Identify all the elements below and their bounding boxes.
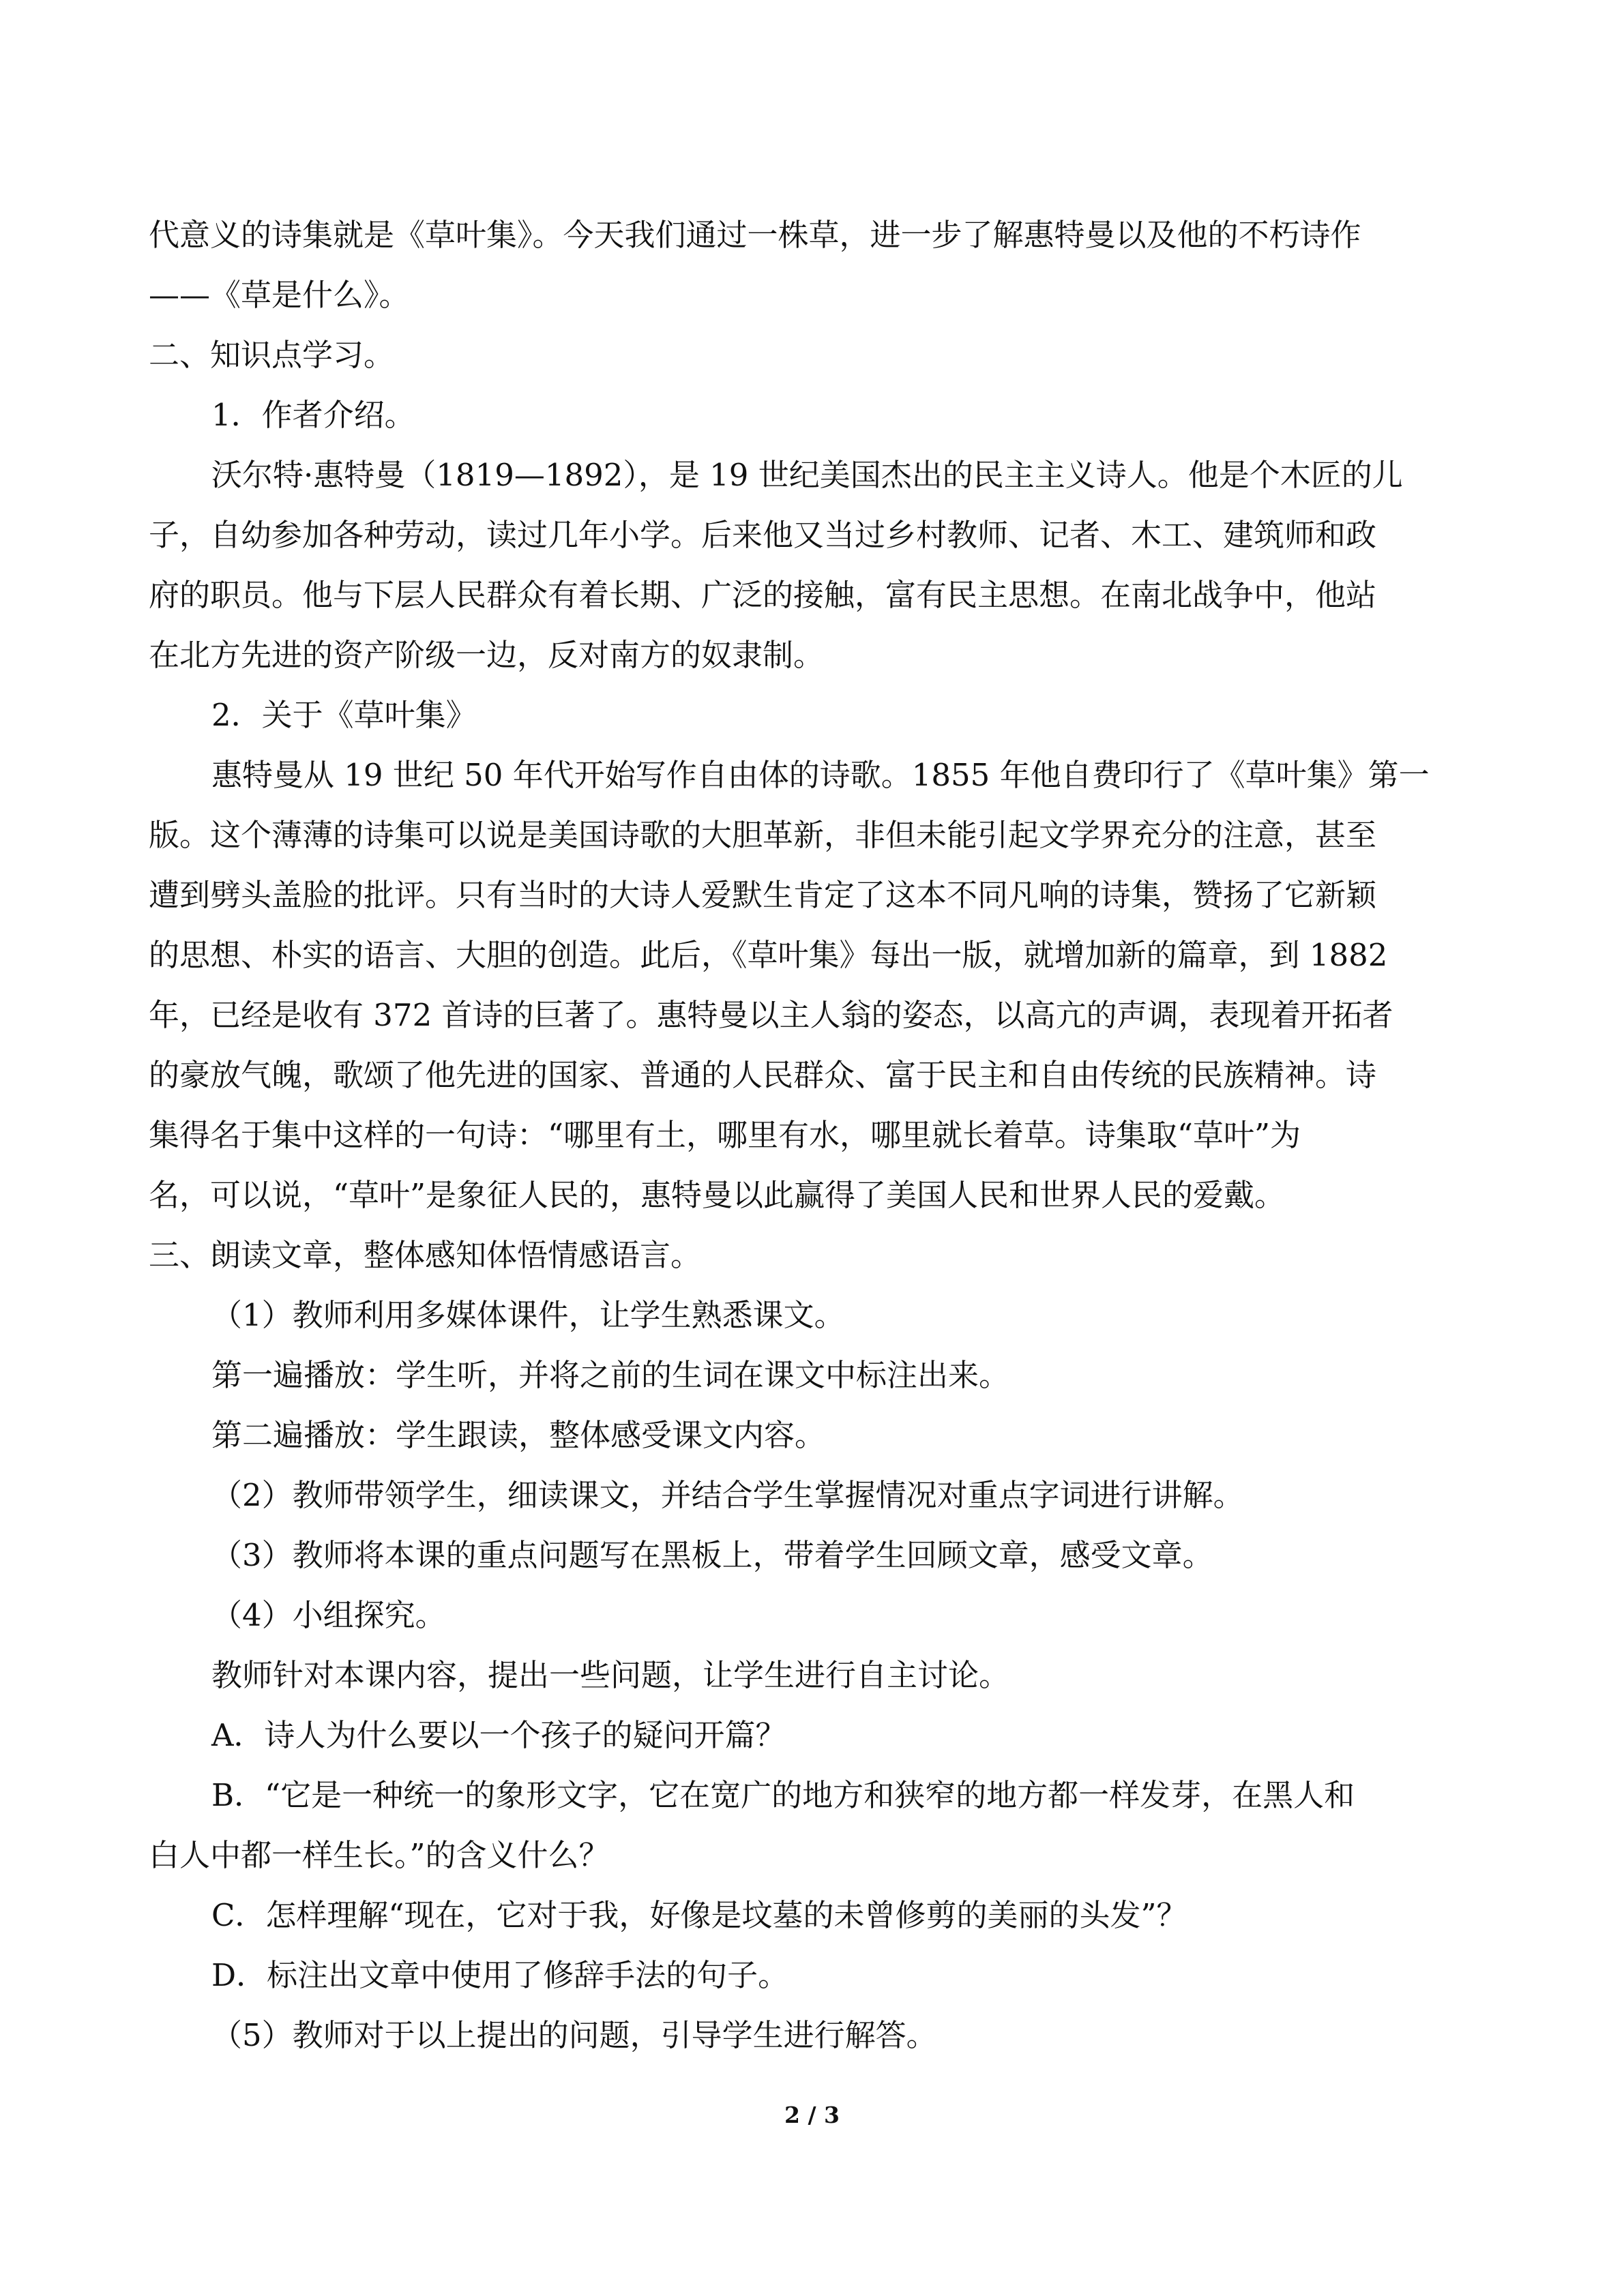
- paragraph-line: 版。这个薄薄的诗集可以说是美国诗歌的大胆革新，非但未能引起文学界充分的注意，甚至: [149, 817, 1377, 853]
- paragraph-line: 惠特曼从 19 世纪 50 年代开始写作自由体的诗歌。1855 年他自费印行了《草叶集》第一: [211, 757, 1430, 793]
- paragraph-line: 的豪放气魄，歌颂了他先进的国家、普通的人民群众、富于民主和自由传统的民族精神。诗: [149, 1057, 1377, 1093]
- question-item: C．怎样理解“现在，它对于我，好像是坟墓的未曾修剪的美丽的头发”？: [211, 1897, 1187, 1933]
- subsection-heading: 2．关于《草叶集》: [211, 697, 477, 733]
- paragraph-line: 代意义的诗集就是《草叶集》。今天我们通过一株草，进一步了解惠特曼以及他的不朽诗作: [149, 217, 1361, 253]
- question-item: B．“它是一种统一的象形文字，它在宽广的地方和狭窄的地方都一样发芽，在黑人和: [211, 1777, 1355, 1813]
- list-item: （1）教师利用多媒体课件，让学生熟悉课文。: [211, 1297, 845, 1333]
- paragraph-line: 年，已经是收有 372 首诗的巨著了。惠特曼以主人翁的姿态，以高亢的声调，表现着开拓者: [149, 997, 1393, 1033]
- paragraph-line: 第一遍播放：学生听，并将之前的生词在课文中标注出来。: [211, 1357, 1010, 1393]
- paragraph-line: 遭到劈头盖脸的批评。只有当时的大诗人爱默生肯定了这本不同凡响的诗集，赞扬了它新颖: [149, 877, 1377, 913]
- paragraph-line: 集得名于集中这样的一句诗：“哪里有土，哪里有水，哪里就长着草。诗集取“草叶”为: [149, 1117, 1301, 1153]
- paragraph-line: 白人中都一样生长。”的含义什么？: [149, 1837, 610, 1873]
- section-heading: 二、知识点学习。: [149, 337, 395, 373]
- page-number: 2 / 3: [784, 2102, 840, 2128]
- list-item: （5）教师对于以上提出的问题，引导学生进行解答。: [211, 2017, 937, 2053]
- paragraph-line: 沃尔特·惠特曼（1819—1892），是 19 世纪美国杰出的民主主义诗人。他是个木匠的儿: [211, 457, 1403, 493]
- paragraph-line: ——《草是什么》。: [149, 277, 410, 313]
- section-heading: 三、朗读文章，整体感知体悟情感语言。: [149, 1237, 702, 1273]
- paragraph-line: 府的职员。他与下层人民群众有着长期、广泛的接触，富有民主思想。在南北战争中，他站: [149, 577, 1377, 613]
- question-item: A．诗人为什么要以一个孩子的疑问开篇？: [211, 1717, 786, 1753]
- list-item: （2）教师带领学生，细读课文，并结合学生掌握情况对重点字词进行讲解。: [211, 1477, 1244, 1513]
- list-item: （3）教师将本课的重点问题写在黑板上，带着学生回顾文章，感受文章。: [211, 1537, 1213, 1573]
- paragraph-line: 子，自幼参加各种劳动，读过几年小学。后来他又当过乡村教师、记者、木工、建筑师和政: [149, 517, 1377, 553]
- question-item: D．标注出文章中使用了修辞手法的句子。: [211, 1957, 789, 1993]
- paragraph-line: 在北方先进的资产阶级一边，反对南方的奴隶制。: [149, 637, 825, 673]
- paragraph-line: 的思想、朴实的语言、大胆的创造。此后，《草叶集》每出一版，就增加新的篇章，到 1882: [149, 937, 1388, 973]
- paragraph-line: 第二遍播放：学生跟读，整体感受课文内容。: [211, 1417, 826, 1453]
- paragraph-line: 教师针对本课内容，提出一些问题，让学生进行自主讨论。: [211, 1657, 1010, 1693]
- subsection-heading: 1．作者介绍。: [211, 397, 415, 433]
- list-item: （4）小组探究。: [211, 1597, 446, 1633]
- paragraph-line: 名，可以说，“草叶”是象征人民的，惠特曼以此赢得了美国人民和世界人民的爱戴。: [149, 1177, 1286, 1213]
